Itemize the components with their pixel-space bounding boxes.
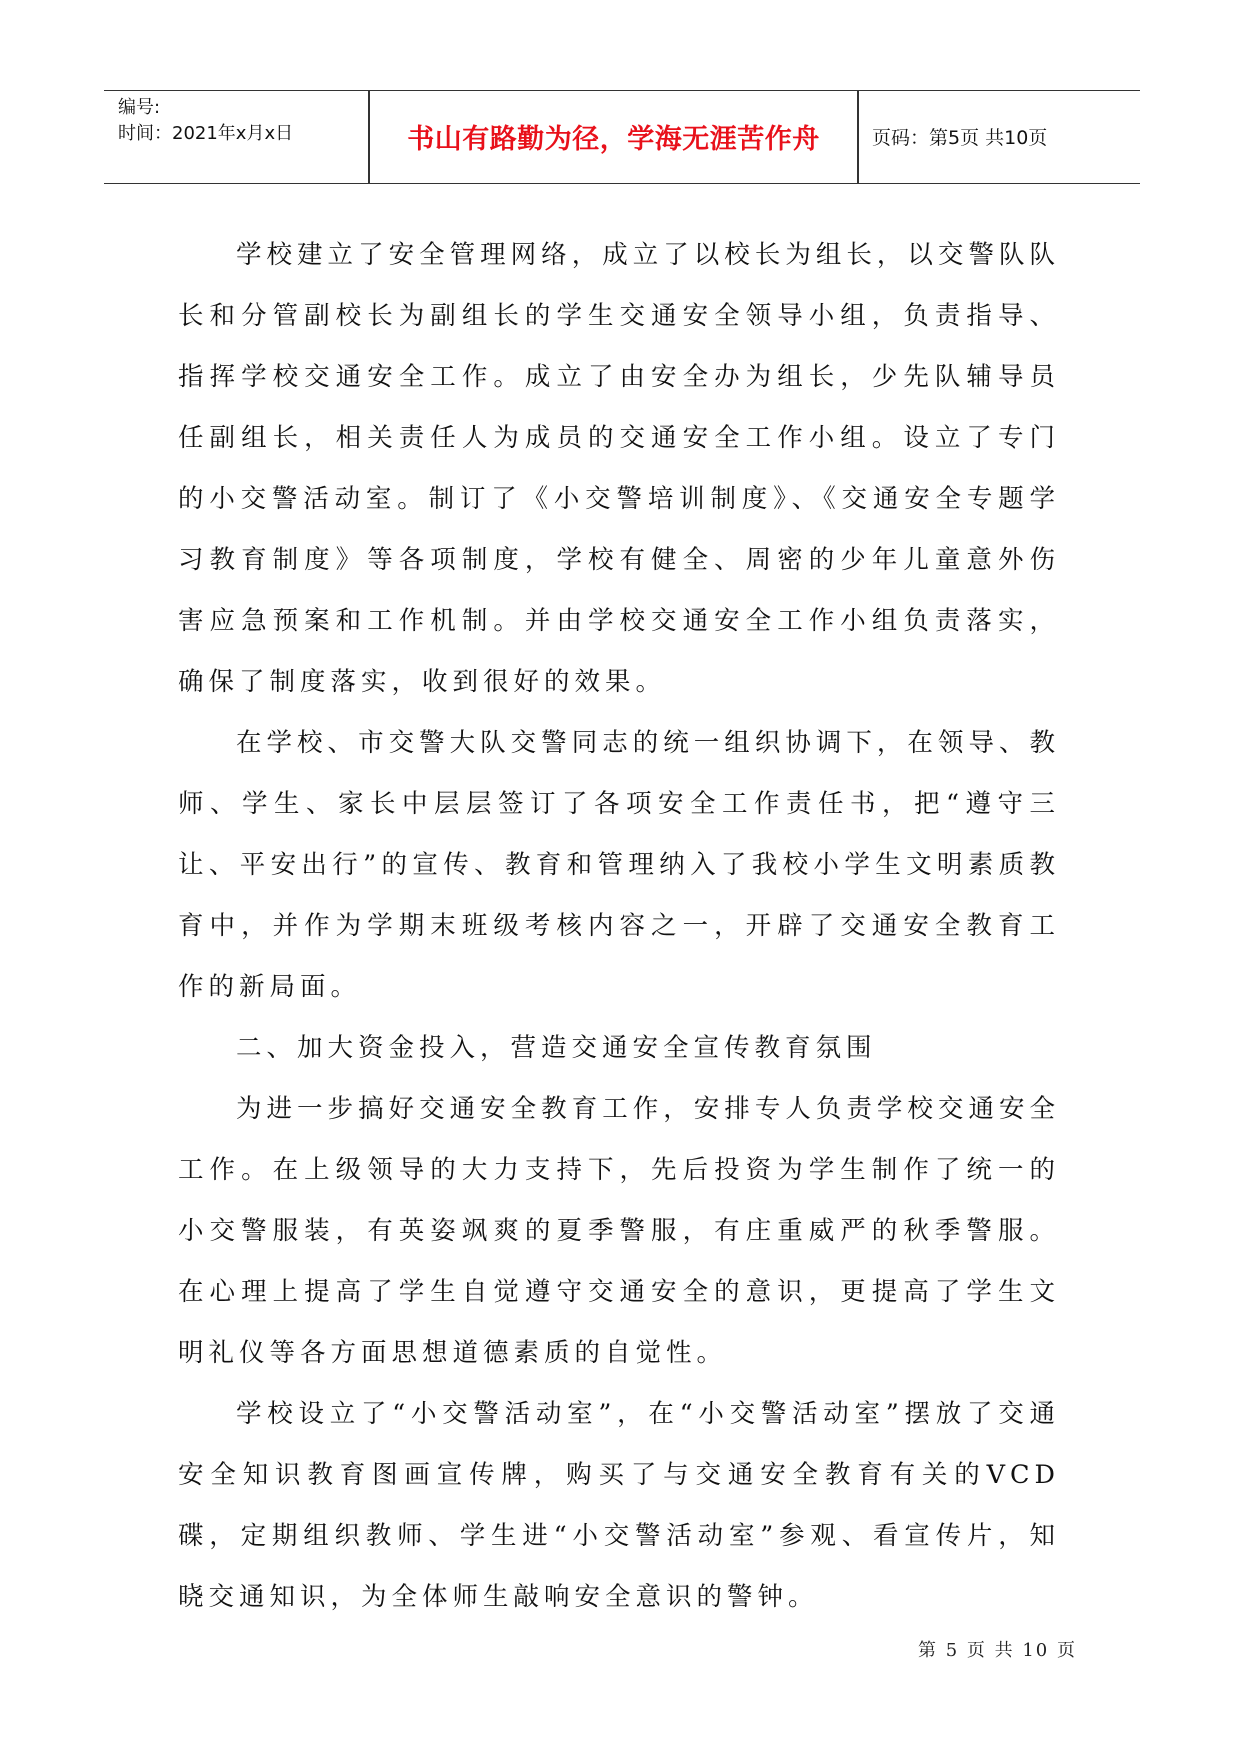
time-label: 时间：2021年x月x日 (118, 123, 294, 144)
paragraph: 学校设立了“小交警活动室”，在“小交警活动室”摆放了交通安全知识教育图画宣传牌，购买了与交通安全教育有关的VCD碟，定期组织教师、学生进“小交警活动室”参观、看宣传片，知晓交通知识，为全体师生敲响安全意识的警钟。 (178, 1399, 1060, 1612)
header-divider (857, 91, 859, 183)
header-page-info: 页码：第5页 共10页 (872, 127, 1048, 149)
page-footer: 第 5 页 共 10 页 (918, 1640, 1077, 1661)
page-header (104, 90, 1140, 184)
header-meta (118, 95, 293, 147)
section-heading: 二、加大资金投入，营造交通安全宣传教育氛围 (236, 1033, 877, 1063)
document-body (178, 225, 1060, 1628)
serial-label: 编号: (118, 97, 161, 118)
header-motto: 书山有路勤为径，学海无涯苦作舟 (407, 124, 820, 155)
paragraph: 学校建立了安全管理网络，成立了以校长为组长，以交警队队长和分管副校长为副组长的学生交通安全领导小组，负责指导、指挥学校交通安全工作。成立了由安全办为组长，少先队辅导员任副组长，相关责任人为成员的交通安全工作小组。设立了专门的小交警活动室。制订了《小交警培训制度》、《交通安全专题学习教育制度》等各项制度，学校有健全、周密的少年儿童意外伤害应急预案和工作机制。并由学校交通安全工作小组负责落实，确保了制度落实，收到很好的效果。 (178, 240, 1060, 697)
paragraph: 在学校、市交警大队交警同志的统一组织协调下，在领导、教师、学生、家长中层层签订了各项安全工作责任书，把“遵守三让、平安出行”的宣传、教育和管理纳入了我校小学生文明素质教育中，并作为学期末班级考核内容之一，开辟了交通安全教育工作的新局面。 (178, 728, 1060, 1002)
paragraph: 为进一步搞好交通安全教育工作，安排专人负责学校交通安全工作。在上级领导的大力支持下，先后投资为学生制作了统一的小交警服装，有英姿飒爽的夏季警服，有庄重威严的秋季警服。在心理上提高了学生自觉遵守交通安全的意识，更提高了学生文明礼仪等各方面思想道德素质的自觉性。 (178, 1094, 1060, 1368)
